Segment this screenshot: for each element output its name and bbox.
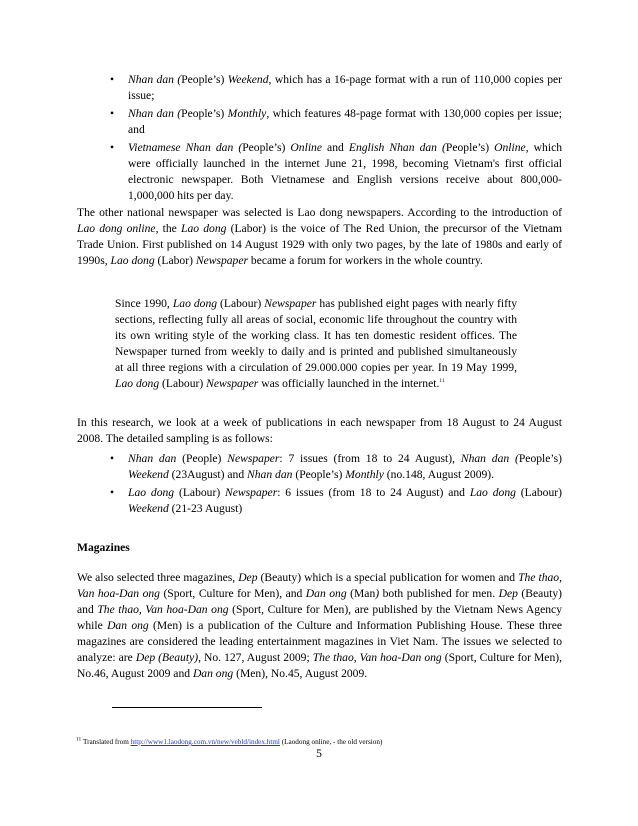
italic-run: Nhan dan [247,468,293,481]
sample-bullet-list [108,451,562,519]
italic-run: Newspaper [225,486,278,499]
research-paragraph: In this research, we look at a week of publications in each newspaper from 18 August to 24 August 2008. The detailed sampling is as follows: [77,416,562,445]
italic-run: The thao, Van hoa-Dan ong [77,571,562,600]
italic-run: Dep [238,571,258,584]
lao-dong-quote-paragraph [115,296,517,392]
text-run: (Men) is a publication of the Culture and Information Publishing House. These three magazines are considered the leading entertainment magazines in Viet Nam. The issues we selected to analyze: are [77,619,563,664]
text-run: became a forum for workers in the whole country. [248,254,483,267]
italic-run: Nhan dan ( [128,107,182,120]
text-run: (Sport, Culture for Men), No.46, August 2009 and [77,651,562,680]
italic-run: Lao dong [469,486,516,499]
italic-run: Nhan dan [128,452,177,465]
bullet-icon: • [110,107,115,120]
bullet-text [128,485,562,517]
footnote-suffix: (Laodong online, - the old version) [279,738,383,746]
text-run: : 7 issues (from 18 to 24 August), [279,452,461,465]
footnote-divider [112,707,262,708]
text-run: (Man [346,587,376,600]
italic-run: The thao, Van hoa-Dan ong [312,651,442,664]
bullet-text [128,140,562,204]
text-run: both published for men. [379,587,499,600]
italic-run: Lao dong [128,486,175,499]
text-run: (People) [176,452,228,465]
italic-run: Lao dong [172,297,218,310]
footnote-reference: 11 [439,378,445,385]
text-run: (Labour) [515,486,562,499]
text-run: (23August) and [168,468,248,481]
list-item [108,485,562,517]
list-item [108,72,562,104]
bullet-text [128,451,562,483]
list-item [108,140,562,204]
text-run: (Labor) is the voice of The Red Union, the precursor of the Vietnam Trade Union. First published on 14 August 1929 with only two pages, by the late of 1980s and early of 1990s, [77,222,563,267]
text-run: (21-23 August) [168,502,243,515]
text-run: , the [155,222,182,235]
italic-run: ) [375,587,380,600]
text-run: (Labour) [159,377,207,390]
italic-run: Weekend [227,73,269,86]
italic-run: Monthly [227,107,267,120]
italic-run: Dep (Beauty) [135,651,199,664]
italic-run: Nhan dan ( [460,452,519,465]
text-run: (Labour) [174,486,226,499]
italic-run: Online [290,141,322,154]
list-item [108,451,562,483]
text-run: , No. 127, August 2009; [198,651,313,664]
text-run: (Beauty) and [77,587,562,616]
text-run: has published eight pages with nearly fifty sections, reflecting fully all areas of social, economic life throughout the country with its own writing style of the working class. It has ten domestic resident offices. The Newspaper turned from weekly to daily and is printed and published simultaneously at all three regions with a circulation of 29.000.000 copies per year. In 19 May 1999, [115,297,517,374]
text-run: , which has a 16-page format with a run of 110,000 copies per issue; [128,73,563,102]
magazines-heading: Magazines [77,541,130,554]
italic-run: Lao dong [115,377,160,390]
italic-run: Nhan dan ( [128,73,182,86]
text-run: We also selected three magazines, [77,571,239,584]
italic-run: Lao dong online [77,222,156,235]
bullet-icon: • [110,141,115,154]
italic-run: Online [494,141,526,154]
page-number: 5 [316,747,322,760]
text-run: and [321,141,349,154]
italic-run: Weekend [128,468,169,481]
text-run: The other national newspaper was selected is Lao dong newspapers. According to the introduction of [77,206,562,219]
bullet-text [128,106,562,138]
text-run: People’s) [181,73,228,86]
national-newspaper-paragraph [77,205,562,269]
italic-run: Monthly [345,468,384,481]
text-run: (no.148, August 2009). [383,468,495,481]
text-run: : 6 issues (from 18 to 24 August) and [277,486,470,499]
italic-run: Weekend [128,502,169,515]
footnote-link[interactable]: http://www1.laodong.com.vn/new/vebld/index.html [130,738,280,746]
italic-run: Vietnamese Nhan dan ( [128,141,243,154]
italic-run: Newspaper [206,377,259,390]
italic-run: Dep [498,587,518,600]
text-run: People’s) [181,107,228,120]
text-run: , which were officially launched in the internet June 21, 1998, becoming Vietnam's first official electronic newspaper. Both Vietnamese and English versions receive about 800,000-1,000,000 hits per day. [128,141,563,202]
text-run: (Labour) [217,297,265,310]
bullet-icon: • [110,452,115,465]
text-run: People’s) [242,141,291,154]
text-run: People’s) [445,141,495,154]
text-run: Since 1990, [115,297,173,310]
bullet-icon: • [110,486,115,499]
footnote-prefix: Translated from [81,738,131,746]
list-item [108,106,562,138]
italic-run: Lao dong [110,254,155,267]
italic-run: Dan ong [192,667,234,680]
text-run: (Labor) [154,254,196,267]
italic-run: Dan ong [305,587,347,600]
text-run: (People’s) [292,468,346,481]
quote-text [115,297,517,390]
italic-run: Newspaper [264,297,317,310]
text-run: (Men), No.45, August 2009. [233,667,368,680]
bullet-text [128,72,562,104]
italic-run: Newspaper [195,254,249,267]
text-run: (Beauty) which is a special publication for women and [257,571,519,584]
text-run: , which features 48-page format with 130,000 copies per issue; and [128,107,563,136]
text-run: was officially launched in the internet. [258,377,440,390]
text-run: (Sport, Culture for Men), are published by the Vietnam News Agency while [77,603,562,632]
italic-run: Lao dong [181,222,227,235]
footnote-number: 11 [76,736,82,743]
magazines-paragraph [77,570,562,682]
text-run: People’s) [518,452,562,465]
bullet-icon: • [110,73,115,86]
italic-run: The thao, Van hoa-Dan ong [97,603,229,616]
text-run: (Sport, Culture for Men), and [159,587,306,600]
italic-run: Newspaper [227,452,280,465]
top-bullet-list [108,72,562,206]
italic-run: English Nhan dan ( [348,141,446,154]
italic-run: Dan ong [107,619,149,632]
